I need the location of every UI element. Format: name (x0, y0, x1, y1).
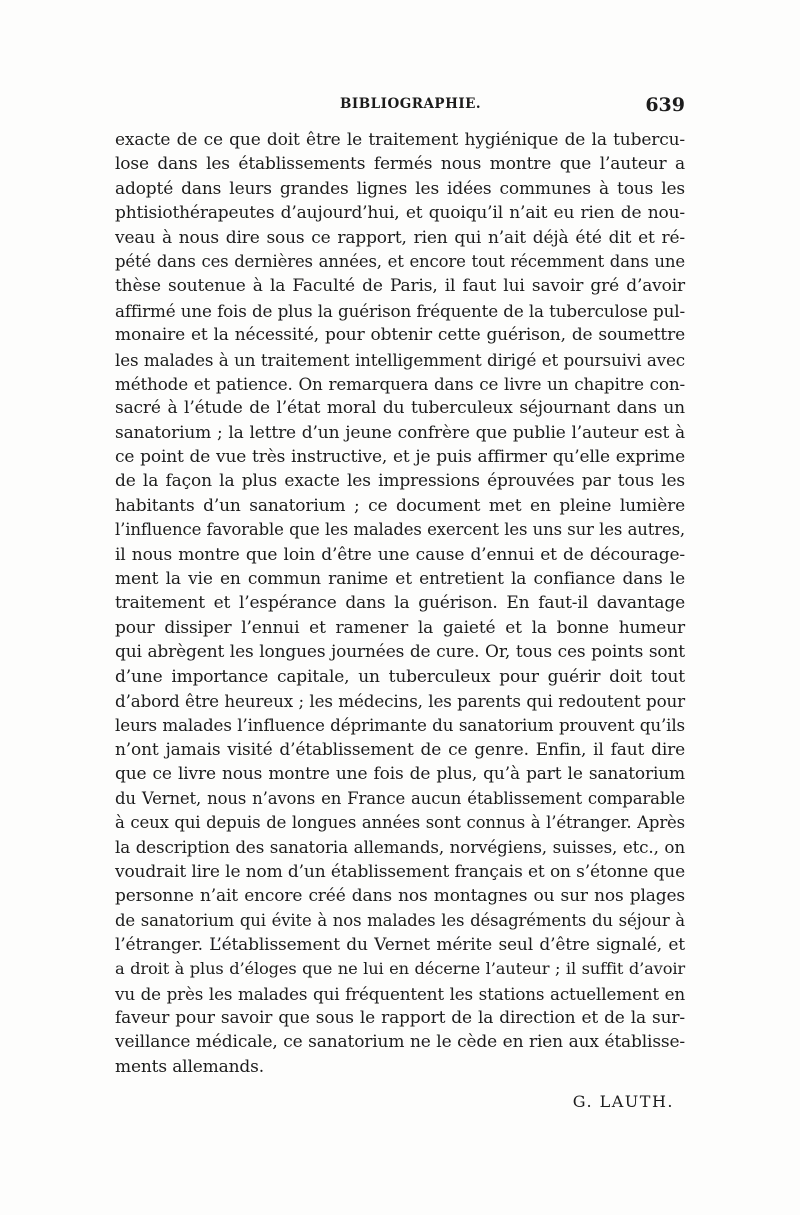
author-signature: G. LAUTH. (572, 1092, 674, 1111)
text-line: personne n’ait encore créé dans nos montagnes ou sur nos plages (115, 886, 685, 907)
text-line: méthode et patience. On remarquera dans ce livre un chapitre con- (115, 373, 685, 394)
text-line: sacré à l’étude de l’état moral du tuberculeux séjournant dans un (115, 398, 685, 419)
text-line: lose dans les établissements fermés nous montre que l’auteur a (115, 154, 685, 175)
text-line: de sanatorium qui évite à nos malades les désagréments du séjour à (115, 910, 685, 930)
text-line: à ceux qui depuis de longues années sont connus à l’étranger. Après (115, 812, 685, 832)
running-title: BIBLIOGRAPHIE. (340, 96, 482, 112)
running-head (115, 96, 685, 120)
text-line: l’étranger. L’établissement du Vernet mérite seul d’être signalé, et (115, 934, 685, 955)
text-line: que ce livre nous montre une fois de plus, qu’à part le sanatorium (115, 764, 685, 785)
text-line: monaire et la nécessité, pour obtenir cette guérison, de soumettre (115, 325, 685, 346)
text-line: ments allemands. (115, 1056, 264, 1077)
body-text (115, 128, 685, 1079)
text-line: traitement et l’espérance dans la guérison. En faut-il davantage (115, 593, 685, 614)
text-line: veau à nous dire sous ce rapport, rien qui n’ait déjà été dit et ré- (115, 227, 685, 248)
text-line: vu de près les malades qui fréquentent les stations actuellement en (115, 983, 685, 1004)
text-line: thèse soutenue à la Faculté de Paris, il faut lui savoir gré d’avoir (115, 276, 685, 297)
text-line: affirmé une fois de plus la guérison fréquente de la tuberculose pul- (115, 300, 685, 321)
text-line: sanatorium ; la lettre d’un jeune confrère que publie l’auteur est à (115, 422, 685, 443)
text-line: la description des sanatoria allemands, norvégiens, suisses, etc., on (115, 837, 685, 858)
text-line: phtisiothérapeutes d’aujourd’hui, et quoiqu’il n’ait eu rien de nou- (115, 203, 685, 224)
text-line: du Vernet, nous n’avons en France aucun établissement comparable (115, 788, 685, 808)
text-line: il nous montre que loin d’être une cause d’ennui et de décourage- (115, 544, 685, 565)
text-line: pour dissiper l’ennui et ramener la gaieté et la bonne humeur (115, 617, 685, 638)
text-line: ce point de vue très instructive, et je puis affirmer qu’elle exprime (115, 447, 685, 468)
text-line: qui abrègent les longues journées de cure. Or, tous ces points sont (115, 642, 685, 663)
text-line: n’ont jamais visité d’établissement de ce genre. Enfin, il faut dire (115, 739, 685, 760)
text-line: l’influence favorable que les malades exercent les uns sur les autres, (115, 520, 685, 540)
text-line: faveur pour savoir que sous le rapport de la direction et de la sur- (115, 1008, 685, 1029)
text-line: les malades à un traitement intelligemment dirigé et poursuivi avec (115, 349, 685, 370)
page-number: 639 (645, 94, 685, 116)
text-line: de la façon la plus exacte les impressions éprouvées par tous les (115, 471, 685, 492)
text-line: d’une importance capitale, un tuberculeux pour guérir doit tout (115, 666, 685, 687)
text-line: leurs malades l’influence déprimante du sanatorium prouvent qu’ils (115, 715, 685, 736)
text-line: a droit à plus d’éloges que ne lui en décerne l’auteur ; il suffit d’avoir (115, 959, 685, 979)
text-line: veillance médicale, ce sanatorium ne le cède en rien aux établisse- (115, 1032, 685, 1053)
text-line: pété dans ces dernières années, et encore tout récemment dans une (115, 251, 685, 271)
text-line: adopté dans leurs grandes lignes les idées communes à tous les (115, 178, 685, 199)
text-line: habitants d’un sanatorium ; ce document met en pleine lumière (115, 495, 685, 516)
text-line: ment la vie en commun ranime et entretient la confiance dans le (115, 569, 685, 590)
text-line: d’abord être heureux ; les médecins, les parents qui redoutent pour (115, 690, 685, 711)
text-line: exacte de ce que doit être le traitement hygiénique de la tubercu- (115, 130, 685, 150)
text-line: voudrait lire le nom d’un établissement français et on s’étonne que (115, 861, 685, 882)
